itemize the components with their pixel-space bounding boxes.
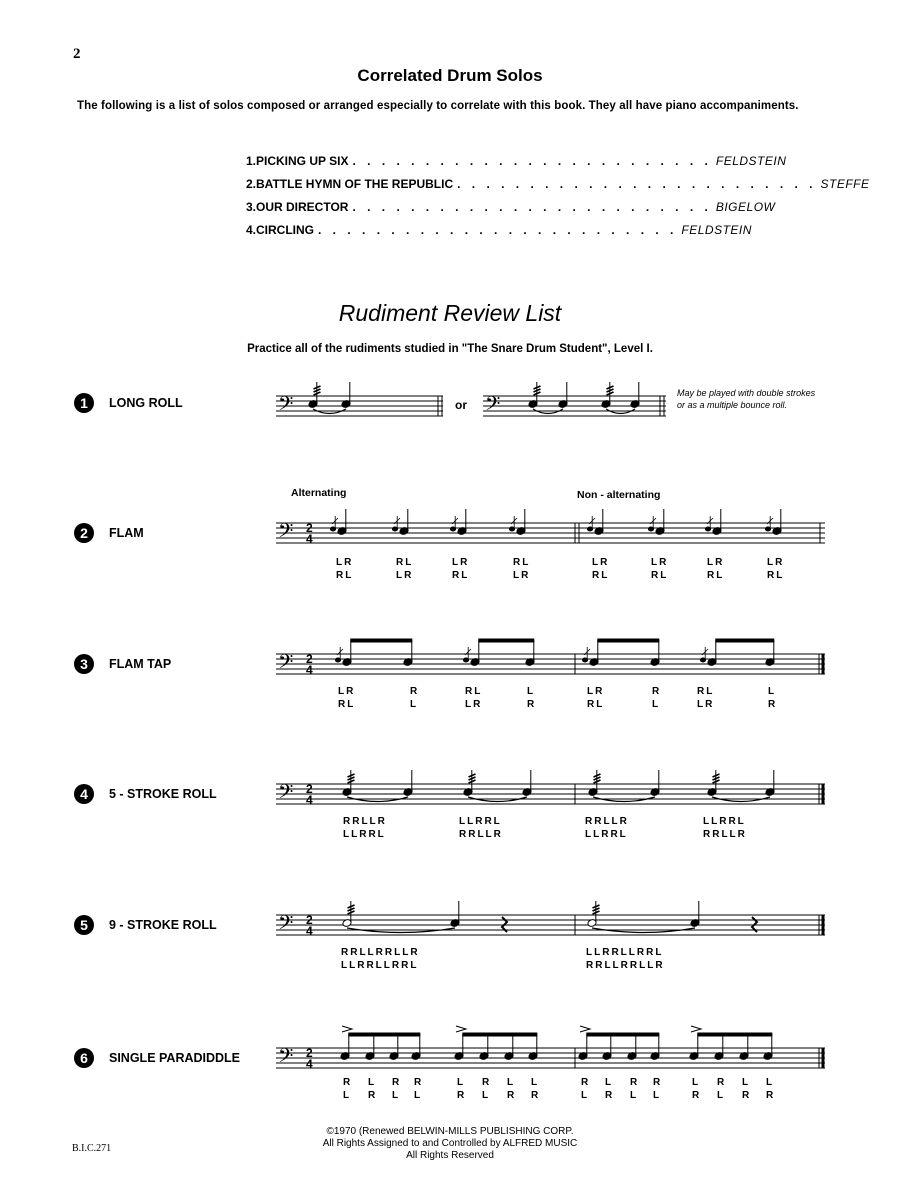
alternating-label: Alternating (291, 487, 347, 499)
list-item: 3. OUR DIRECTOR . . . . . . . . . . . . . . . . . . . . . . . . . BIGELOW (246, 200, 776, 214)
sticking-label: LR RL (592, 557, 610, 581)
rudiment-3: 3 FLAM TAP (74, 654, 171, 674)
beam (351, 639, 412, 642)
sticking-label: LR RL (587, 686, 605, 710)
sticking-label: RL LR (513, 557, 531, 581)
sticking-label: L R (766, 1077, 776, 1101)
sticking-label: RRLLR LLRRL (585, 816, 629, 840)
accent (456, 1026, 466, 1032)
bass-clef: 𝄢 (278, 780, 294, 808)
sticking-label: LR RL (338, 686, 356, 710)
list-item: 1. PICKING UP SIX . . . . . . . . . . . . . . . . . . . . . . . . . FELDSTEIN (246, 154, 787, 168)
accent (580, 1026, 590, 1032)
rudiment-2: 2 FLAM (74, 523, 144, 543)
bass-clef: 𝄢 (485, 392, 501, 420)
bass-clef: 𝄢 (278, 911, 294, 939)
sticking-label: LLRRL RRLLR (459, 816, 503, 840)
time-signature: 2 (306, 521, 313, 535)
rudiment-5: 5 9 - STROKE ROLL (74, 915, 217, 935)
catalog-code: B.I.C.271 (72, 1143, 112, 1154)
sticking-label: LR RL (707, 557, 725, 581)
rudiments-title: Rudiment Review List (338, 300, 562, 326)
sticking-label: L R (368, 1077, 378, 1101)
or-label: or (455, 398, 467, 412)
beam (349, 1033, 420, 1036)
rudiment-1: 1 LONG ROLL (74, 393, 183, 413)
accent (691, 1026, 701, 1032)
sticking-label: LLRRL RRLLR (703, 816, 747, 840)
sticking-label: LR RL (651, 557, 669, 581)
time-signature: 2 (306, 782, 313, 796)
time-signature: 4 (306, 663, 313, 677)
sticking-label: LR RL (336, 557, 354, 581)
number-badge: 3 (74, 654, 94, 674)
rudiments-subtitle: Practice all of the rudiments studied in "The Snare Drum Student", Level I. (247, 343, 653, 355)
sticking-label: L R (742, 1077, 752, 1101)
beam (479, 639, 534, 642)
bass-clef: 𝄢 (278, 392, 294, 420)
page-number: 2 (73, 46, 81, 62)
list-item: 4. CIRCLING . . . . . . . . . . . . . . . . . . . . . . . . . FELDSTEIN (246, 223, 752, 237)
bass-clef: 𝄢 (278, 1044, 294, 1072)
sticking-label: LR RL (767, 557, 785, 581)
sticking-label: LLRRLLRRL RRLLRRLLR (586, 947, 665, 971)
sticking-label: R L (410, 686, 420, 710)
sticking-label: R L (717, 1077, 727, 1101)
list-item: 2. BATTLE HYMN OF THE REPUBLIC . . . . . . . . . . . . . . . . . . . . . . . . . STEFFE (246, 177, 870, 191)
sticking-label: L R (507, 1077, 517, 1101)
beam (598, 639, 659, 642)
sticking-label: R L (343, 1077, 353, 1101)
time-signature: 4 (306, 924, 313, 938)
time-signature: 2 (306, 913, 313, 927)
sticking-label: RRLLR LLRRL (343, 816, 387, 840)
sticking-label: RL LR (697, 686, 715, 710)
rudiment-6: 6 SINGLE PARADIDDLE (74, 1048, 240, 1068)
bass-clef: 𝄢 (278, 650, 294, 678)
number-badge: 2 (74, 523, 94, 543)
sticking-label: L R (457, 1077, 467, 1101)
sticking-label: L R (692, 1077, 702, 1101)
copyright-footer: ©1970 (Renewed BELWIN-MILLS PUBLISHING CORP. All Rights Assigned to and Controlled by ALFRED MUSIC All Rights Reserved (322, 1126, 578, 1161)
long-roll-note: May be played with double strokes or as a multiple bounce roll. (677, 388, 816, 410)
time-signature: 4 (306, 532, 313, 546)
sticking-label: LR RL (452, 557, 470, 581)
number-badge: 6 (74, 1048, 94, 1068)
beam (698, 1033, 772, 1036)
sticking-label: RL LR (396, 557, 414, 581)
bass-clef: 𝄢 (278, 519, 294, 547)
beam (587, 1033, 659, 1036)
sticking-label: L R (768, 686, 778, 710)
non-alternating-label: Non - alternating (577, 489, 661, 501)
number-badge: 5 (74, 915, 94, 935)
sticking-label: R L (652, 686, 662, 710)
page-title: Correlated Drum Solos (357, 66, 543, 85)
sticking-label: R L (581, 1077, 591, 1101)
intro-text: The following is a list of solos composed or arranged especially to correlate with this book. They all have piano accompaniments. (77, 100, 799, 112)
sticking-label: R L (482, 1077, 492, 1101)
sticking-label: L R (531, 1077, 541, 1101)
sticking-label: R L (653, 1077, 663, 1101)
sticking-label: L R (527, 686, 537, 710)
rudiment-4: 4 5 - STROKE ROLL (74, 784, 217, 804)
sticking-label: L R (605, 1077, 615, 1101)
number-badge: 1 (74, 393, 94, 413)
accent (342, 1026, 352, 1032)
time-signature: 2 (306, 1046, 313, 1060)
sticking-label: RRLLRRLLR LLRRLLRRL (341, 947, 420, 971)
time-signature: 2 (306, 652, 313, 666)
time-signature: 4 (306, 793, 313, 807)
beam (463, 1033, 537, 1036)
number-badge: 4 (74, 784, 94, 804)
beam (716, 639, 774, 642)
sticking-label: R L (414, 1077, 424, 1101)
sticking-label: R L (630, 1077, 640, 1101)
sticking-label: RL LR (465, 686, 483, 710)
sticking-label: R L (392, 1077, 402, 1101)
time-signature: 4 (306, 1057, 313, 1071)
